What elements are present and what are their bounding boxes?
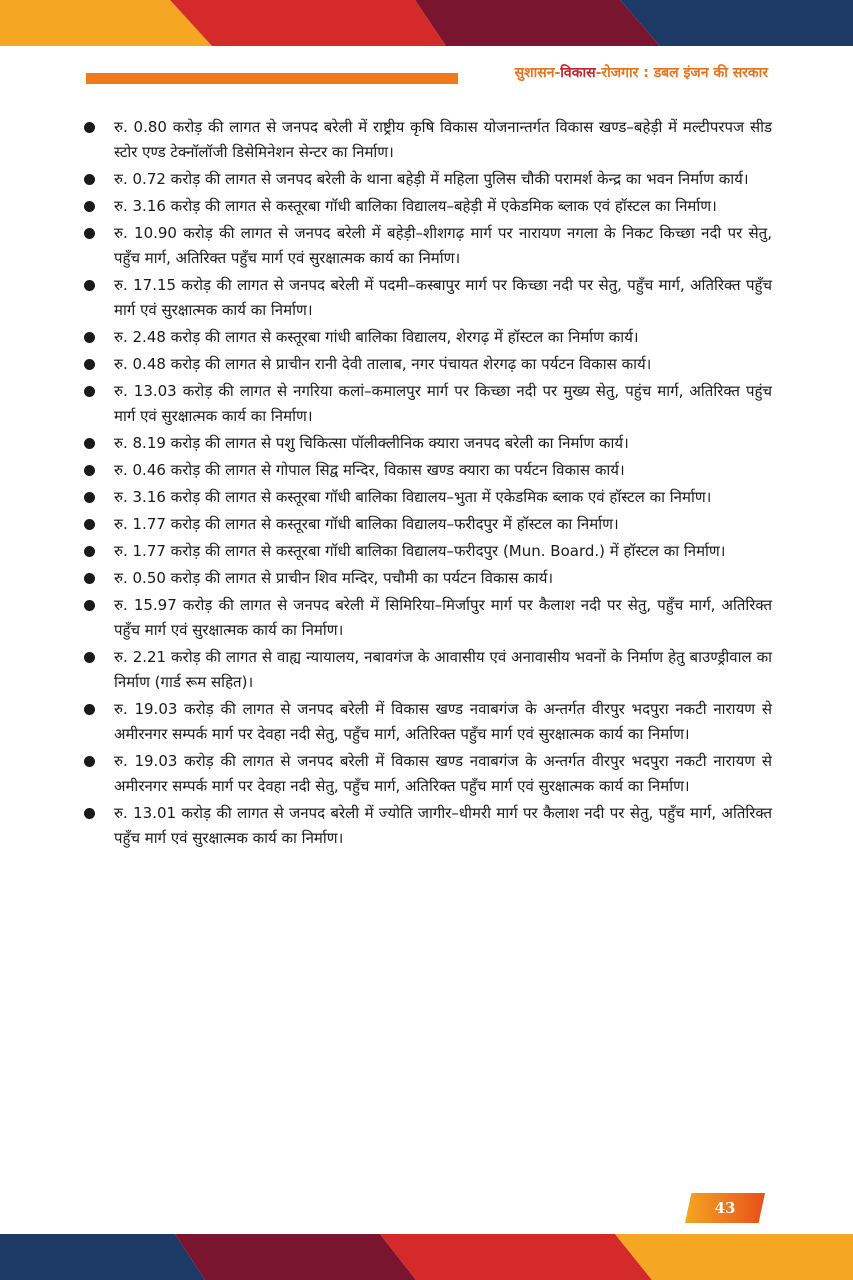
header-rule (86, 73, 458, 84)
list-item-text: रु. 13.01 करोड़ की लागत से जनपद बरेली में ज्योति जागीर–धीमरी मार्ग पर कैलाश नदी पर सेतु, पहुँच मार्ग, अतिरिक्त पहुँच मार्ग एवं सुरक्षात्मक कार्य का निर्माण। (114, 804, 772, 847)
list-item (84, 273, 772, 323)
list-item-text: रु. 19.03 करोड़ की लागत से जनपद बरेली में विकास खण्ड नवाबगंज के अन्तर्गत वीरपुर भदपुरा नकटी नारायण से अमीरनगर सम्पर्क मार्ग पर देवहा नदी सेतु, पहुँच मार्ग, अतिरिक्त पहुँच मार्ग एवं सुरक्षात्मक कार्य का निर्माण। (114, 752, 772, 795)
list-item-text: रु. 1.77 करोड़ की लागत से कस्तूरबा गॉधी बालिका विद्यालय–फरीदपुर (Mun. Board.) में हॉस्टल का निर्माण। (114, 542, 726, 560)
list-item (84, 512, 772, 537)
header-title-part2: विकास (560, 65, 596, 81)
bullet-icon (84, 808, 95, 819)
list-item (84, 485, 772, 510)
list-item-text: रु. 0.46 करोड़ की लागत से गोपाल सिद्व मन्दिर, विकास खण्ड क्यारा का पर्यटन विकास कार्य। (114, 461, 625, 479)
list-item-text: रु. 0.50 करोड़ की लागत से प्राचीन शिव मन्दिर, पचौमी का पर्यटन विकास कार्य। (114, 569, 554, 587)
list-item (84, 431, 772, 456)
list-item (84, 749, 772, 799)
list-item-text: रु. 0.48 करोड़ की लागत से प्राचीन रानी देवी तालाब, नगर पंचायत शेरगढ़ का पर्यटन विकास कार्य। (114, 355, 652, 373)
list-item (84, 115, 772, 165)
top-decorative-band (0, 0, 853, 46)
list-item-text: रु. 15.97 करोड़ की लागत से जनपद बरेली में सिमिरिया–मिर्जापुर मार्ग पर कैलाश नदी पर सेतु, पहुँच मार्ग, अतिरिक्त पहुँच मार्ग एवं सुरक्षात्मक कार्य का निर्माण। (114, 596, 772, 639)
bullet-icon (84, 519, 95, 530)
bullet-icon (84, 122, 95, 133)
bullet-icon (84, 438, 95, 449)
bullet-icon (84, 359, 95, 370)
list-item-text: रु. 0.80 करोड़ की लागत से जनपद बरेली में राष्ट्रीय कृषि विकास योजनान्तर्गत विकास खण्ड–बहेड़ी में मल्टीपरपज सीड स्टोर एण्ड टेक्नॉलॉजी डिसेमिनेशन सेन्टर का निर्माण। (114, 118, 772, 161)
list-item-text: रु. 13.03 करोड़ की लागत से नगरिया कलां–कमालपुर मार्ग पर किच्छा नदी पर मुख्य सेतु, पहुंच मार्ग, अतिरिक्त पहुंच मार्ग एवं सुरक्षात्मक कार्य का निर्माण। (114, 382, 772, 425)
page-number: 43 (714, 1199, 736, 1217)
bullet-icon (84, 546, 95, 557)
header-title-part1: सुशासन- (514, 65, 561, 81)
list-item (84, 566, 772, 591)
list-item-text: रु. 10.90 करोड़ की लागत से जनपद बरेली में बहेड़ी–शीशगढ़ मार्ग पर नारायण नगला के निकट किच्छा नदी पर सेतु, पहुँच मार्ग, अतिरिक्त पहुँच मार्ग एवं सुरक्षात्मक कार्य का निर्माण। (114, 224, 772, 267)
bullet-icon (84, 332, 95, 343)
list-item (84, 167, 772, 192)
bullet-icon (84, 228, 95, 239)
bullet-icon (84, 573, 95, 584)
bullet-icon (84, 652, 95, 663)
list-item (84, 458, 772, 483)
list-item-text: रु. 19.03 करोड़ की लागत से जनपद बरेली में विकास खण्ड नवाबगंज के अन्तर्गत वीरपुर भदपुरा नकटी नारायण से अमीरनगर सम्पर्क मार्ग पर देवहा नदी सेतु, पहुँच मार्ग, अतिरिक्त पहुँच मार्ग एवं सुरक्षात्मक कार्य का निर्माण। (114, 700, 772, 743)
list-item (84, 221, 772, 271)
bottom-decorative-band (0, 1234, 853, 1280)
bullet-icon (84, 174, 95, 185)
bullet-icon (84, 600, 95, 611)
bullet-icon (84, 704, 95, 715)
list-item-text: रु. 3.16 करोड़ की लागत से कस्तूरबा गॉधी बालिका विद्यालय–भुता में एकेडमिक ब्लाक एवं हॉस्टल का निर्माण। (114, 488, 712, 506)
bullet-icon (84, 386, 95, 397)
list-item (84, 379, 772, 429)
list-item-text: रु. 8.19 करोड़ की लागत से पशु चिकित्सा पॉलीक्लीनिक क्यारा जनपद बरेली का निर्माण कार्य। (114, 434, 629, 452)
list-item (84, 325, 772, 350)
bullet-icon (84, 465, 95, 476)
list-item (84, 352, 772, 377)
bullet-icon (84, 280, 95, 291)
page-number-badge (685, 1193, 765, 1223)
list-item-text: रु. 17.15 करोड़ की लागत से जनपद बरेली में पदमी–कस्बापुर मार्ग पर किच्छा नदी पर सेतु, पहुँच मार्ग, अतिरिक्त पहुँच मार्ग एवं सुरक्षात्मक कार्य का निर्माण। (114, 276, 772, 319)
bullet-icon (84, 756, 95, 767)
list-item-text: रु. 2.48 करोड़ की लागत से कस्तूरबा गांधी बालिका विद्यालय, शेरगढ़ में हॉस्टल का निर्माण कार्य। (114, 328, 639, 346)
list-item (84, 645, 772, 695)
bullet-icon (84, 201, 95, 212)
list-item (84, 194, 772, 219)
list-item-text: रु. 0.72 करोड़ की लागत से जनपद बरेली के थाना बहेड़ी में महिला पुलिस चौकी परामर्श केन्द्र का भवन निर्माण कार्य। (114, 170, 749, 188)
list-item-text: रु. 3.16 करोड़ की लागत से कस्तूरबा गॉधी बालिका विद्यालय–बहेड़ी में एकेडमिक ब्लाक एवं हॉस्टल का निर्माण। (114, 197, 717, 215)
list-item-text: रु. 2.21 करोड़ की लागत से वाह्य न्यायालय, नबावगंज के आवासीय एवं अनावासीय भवनों के निर्माण हेतु बाउण्ड्रीवाल का निर्माण (गार्ड रूम सहित)। (114, 648, 772, 691)
bullet-icon (84, 492, 95, 503)
list-item (84, 801, 772, 851)
list-item (84, 593, 772, 643)
project-list (84, 115, 772, 853)
list-item (84, 539, 772, 564)
running-header (515, 63, 768, 82)
list-item-text: रु. 1.77 करोड़ की लागत से कस्तूरबा गॉधी बालिका विद्यालय–फरीदपुर में हॉस्टल का निर्माण। (114, 515, 619, 533)
list-item (84, 697, 772, 747)
header-title-part3: -रोजगार : डबल इंजन की सरकार (595, 65, 768, 81)
